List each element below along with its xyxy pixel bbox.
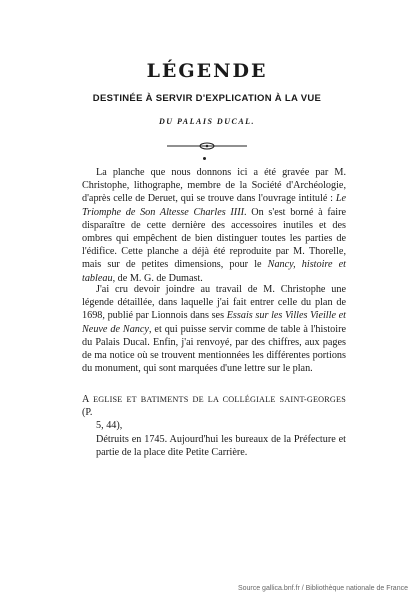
paragraph-2: J'ai cru devoir joindre au travail de M. Christophe une légende détaillée, dans laquelle j'ai fait entrer celle du plan de 1698, publié par Lionnois dans ses Essais sur les Villes Vieille et Neuve de Nancy, et qui puisse servir comme de table à l'histoire du Palais Ducal. Enfin, j'ai renvoyé, par des chiffres, aux pages de ma notice où se trouvent mentionnées les différentes portions du monument, qui sont marquées d'une lettre sur le plan. [82,284,346,375]
page-subtitle: DESTINÉE À SERVIR D'EXPLICATION À LA VUE [92,93,322,104]
entry-description: Détruits en 1745. Aujourd'hui les bureaux de la Préfecture et partie de la place dite Petite Carrière. [96,433,346,458]
source-footer: Source gallica.bnf.fr / Bibliothèque nationale de France [237,585,408,592]
ornament-dot [203,157,206,160]
entry-page-ref: 5, 44), [96,420,123,432]
entry-letter: A [82,394,89,405]
page-subtitle-2: DU PALAIS DUCAL. [158,117,256,126]
paragraph-1: La planche que nous donnons ici a été gravée par M. Christophe, lithographe, membre de la Société d'Archéologie, d'après celle de Deruet, qui se trouve dans l'ouvrage intitulé : Le Triomphe de Son Altesse Charles IIII. On s'est borné à faire disparaître de cette dernière des accessoires inutiles et des ombres qui empêchent de bien distinguer toutes les parties de l'édifice. Cette planche a déjà été reproduite par M. Thorelle, mais sur de petites dimensions, pour le Nancy, histoire et tableau, de M. G. de Dumast. [82,167,346,284]
entry-heading: EGLISE ET BATIMENTS DE LA COLLÉGIALE SAINT-GEORGES [93,395,346,404]
legend-entry-a: A EGLISE ET BATIMENTS DE LA COLLÉGIALE SAINT-GEORGES (P. 5, 44), Détruits en 1745. Aujourd'hui les bureaux de la Préfecture et partie de la place dite Petite Carrière. [82,394,346,458]
ornament-divider [167,141,247,151]
page-title: LÉGENDE [146,60,268,82]
